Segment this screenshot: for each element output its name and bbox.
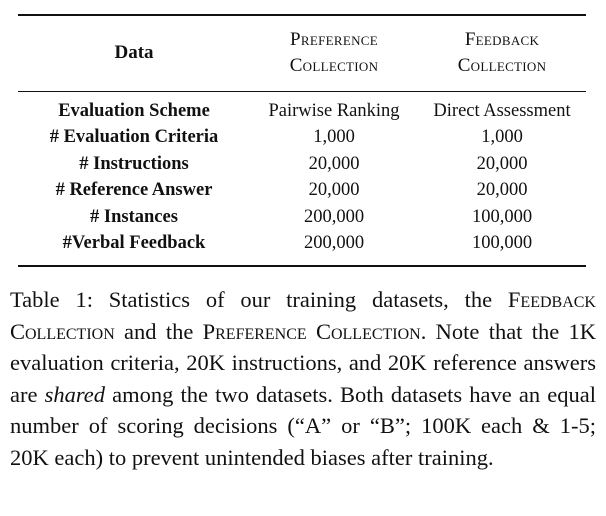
table-header-row (18, 15, 586, 91)
row-label: # Instances (90, 206, 178, 227)
header-preference-collection (250, 15, 418, 91)
row-label: # Evaluation Criteria (49, 127, 219, 147)
preference-cell: 1,000 (313, 127, 355, 147)
preference-cell: 20,000 (308, 153, 360, 174)
table-row (18, 91, 586, 124)
feedback-cell: 20,000 (476, 153, 528, 174)
row-label: # Instructions (79, 153, 189, 174)
preference-cell: 20,000 (308, 180, 360, 200)
header-preference-line2: Collection (289, 55, 379, 77)
table-row (18, 204, 586, 231)
header-feedback-line1: Feedback (464, 29, 540, 51)
preference-cell: 200,000 (303, 206, 365, 227)
feedback-cell: 1,000 (481, 127, 523, 147)
feedback-cell: 100,000 (471, 206, 533, 227)
feedback-cell: Direct Assessment (433, 100, 571, 121)
caption-feedback-collection: Feedback Collection (10, 287, 596, 344)
header-preference-line1: Preference (290, 29, 378, 51)
statistics-table-container (18, 14, 586, 267)
caption-emphasis-shared: shared (44, 381, 106, 407)
table-row (18, 177, 586, 204)
table-row (18, 151, 586, 178)
header-feedback-line2: Collection (457, 55, 547, 77)
preference-cell: 200,000 (250, 230, 418, 266)
caption-preference-collection: Preference Collection (202, 318, 421, 344)
caption-text: among the two datasets. Both datasets have an equal number of scoring decisions (“A” or “B”; 100K each & 1-5; 20K each) to prevent unintended biases after training. (10, 381, 596, 470)
row-label: #Verbal Feedback (18, 230, 250, 266)
table-row (18, 124, 586, 151)
header-feedback-collection (418, 15, 586, 91)
preference-cell: Pairwise Ranking (268, 100, 400, 121)
feedback-cell: 100,000 (418, 230, 586, 266)
statistics-table (18, 14, 586, 267)
row-label: Evaluation Scheme (58, 100, 210, 121)
caption-text: Table 1: Statistics of our training datasets, the (10, 287, 508, 312)
caption-text: and the (114, 318, 203, 344)
table-row (18, 230, 586, 266)
table-caption (10, 284, 596, 473)
row-label: # Reference Answer (55, 180, 213, 200)
caption-text: . Note that the 1K evaluation criteria, 20K instructions, and 20K reference answers are (10, 318, 596, 407)
feedback-cell: 20,000 (476, 180, 528, 200)
header-data: Data (18, 15, 250, 91)
